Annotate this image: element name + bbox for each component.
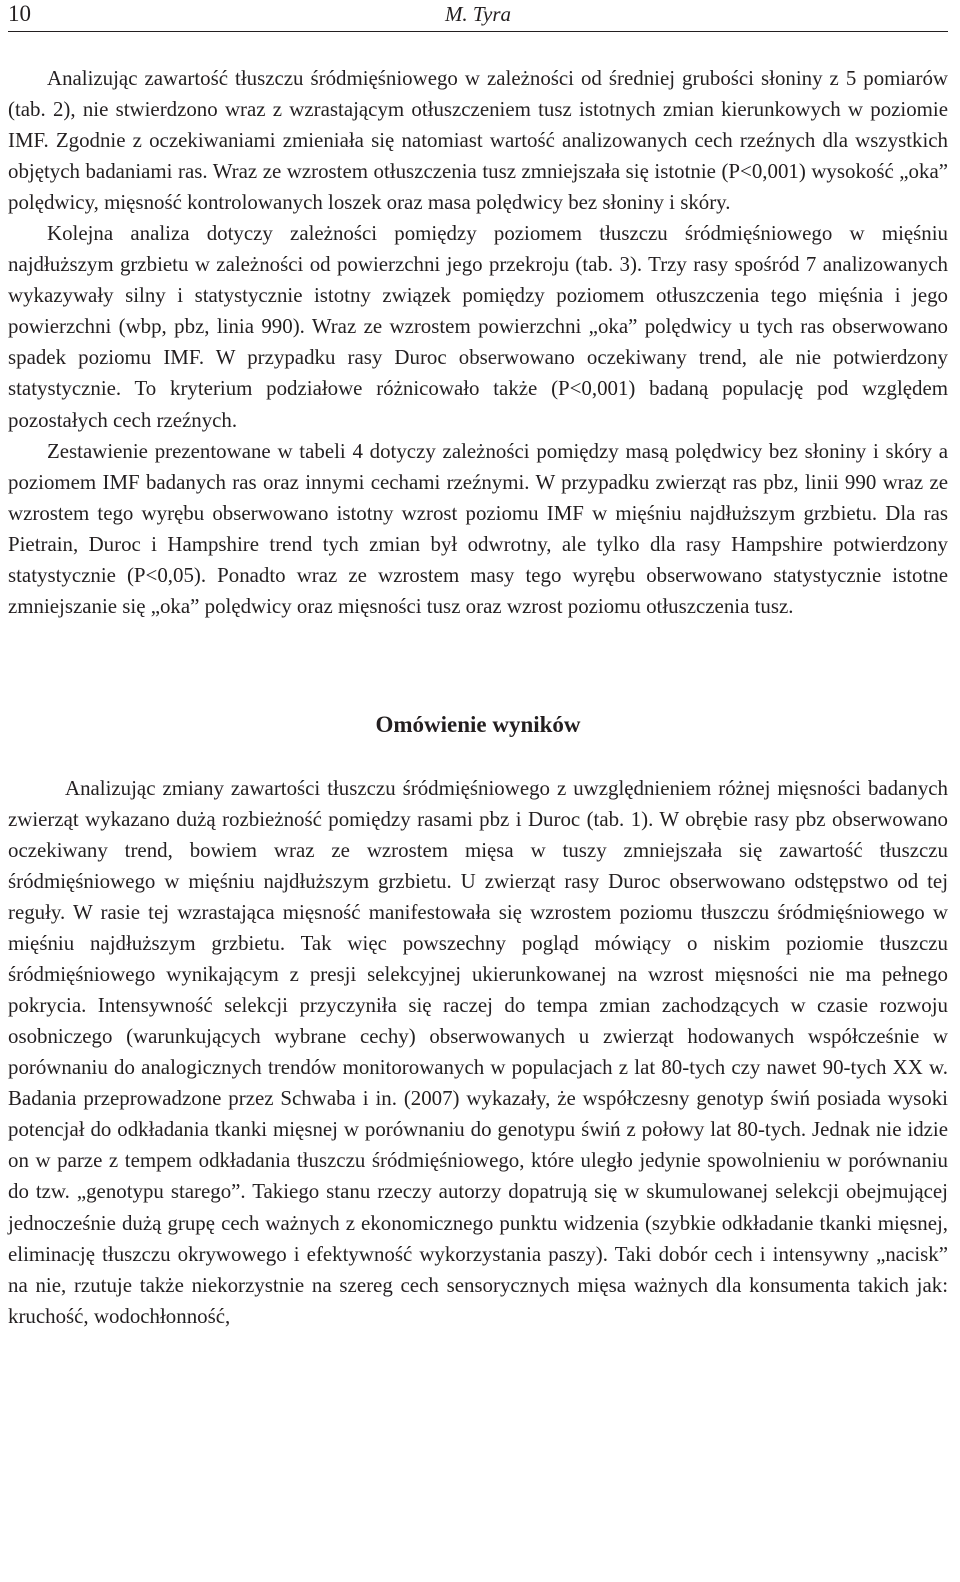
discussion-section [8,773,948,1332]
paragraph: Kolejna analiza dotyczy zależności pomiędzy poziomem tłuszczu śródmięśniowego w mięśniu najdłuższym grzbietu w zależności od powierzchni jego przekroju (tab. 3). Trzy rasy spośród 7 analizowanych wykazywały silny i statystycznie istotny związek pomiędzy poziomem otłuszczenia tego mięśnia i jego powierzchni (wbp, pbz, linia 990). Wraz ze wzrostem powierzchni „oka” polędwicy u tych ras obserwowano spadek poziomu IMF. W przypadku rasy Duroc obserwowano oczekiwany trend, ale nie potwierdzony statystycznie. To kryterium podziałowe różnicowało także (P<0,001) badaną populację pod względem pozostałych cech rzeźnych. [8,221,948,432]
page [8,0,948,1332]
page-number: 10 [8,1,31,26]
paragraph: Analizując zawartość tłuszczu śródmięśniowego w zależności od średniej grubości słoniny z 5 pomiarów (tab. 2), nie stwierdzono wraz z wzrastającym otłuszczeniem tusz istotnych zmian kierunkowych w poziomie IMF. Zgodnie z oczekiwaniami zmieniała się natomiast wartość analizowanych cech rzeźnych dla wszystkich objętych badaniami ras. Wraz ze wzrostem otłuszczenia tusz zmniejszała się istotnie (P<0,001) wysokość „oka” polędwicy, mięsność kontrolowanych loszek oraz masa polędwicy bez słoniny i skóry. [8,66,948,215]
running-title: M. Tyra [444,2,512,26]
results-section [8,63,948,622]
paragraph: Analizując zmiany zawartości tłuszczu śródmięśniowego z uwzględnieniem różnej mięsności badanych zwierząt wykazano dużą rozbieżność pomiędzy rasami pbz i Duroc (tab. 1). W obrębie rasy pbz obserwowano oczekiwany trend, bowiem wraz ze wzrostem mięsa w tuszy zmniejszała się zawartość tłuszczu śródmięśniowego w mięśniu najdłuższym grzbietu. U zwierząt rasy Duroc obserwowano odstępstwo od tej reguły. W rasie tej wzrastająca mięsność manifestowała się wzrostem poziomu tłuszczu śródmięśniowego w mięśniu najdłuższym grzbietu. Tak więc powszechny pogląd mówiący o niskim poziomie tłuszczu śródmięśniowego wynikającym z presji selekcyjnej ukierunkowanej na wzrost mięsności nie ma pełnego pokrycia. Intensywność selekcji przyczyniła się raczej do tempa zmian zachodzących w czasie rozwoju osobniczego (warunkujących wybrane cechy) obserwowanych u zwierząt hodowanych współcześnie w porównaniu do analogicznych trendów monitorowanych w populacjach z lat 80-tych czy nawet 90-tych XX w. Badania przeprowadzone przez Schwaba i in. (2007) wykazały, że współczesny genotyp świń posiada wysoki potencjał do odkładania tkanki mięsnej w porównaniu do genotypu świń z połowy lat 80-tych. Jednak nie idzie on w parze z tempem odkładania tłuszczu śródmięśniowego, które uległo jedynie spowolnieniu w porównaniu do tzw. „genotypu starego”. Takiego stanu rzeczy autorzy dopatrują się w skumulowanej selekcji obejmującej jednocześnie dużą grupę cech ważnych z ekonomicznego punktu widzenia (szybkie odkładanie tkanki mięsnej, eliminację tłuszczu okrywowego i efektywność wykorzystania paszy). Taki dobór cech i intensywny „nacisk” na nie, rzutuje także niekorzystnie na szereg cech sensorycznych mięsa ważnych dla konsumenta takich jak: kruchość, wodochłonność, [8,775,948,1328]
paragraph: Zestawienie prezentowane w tabeli 4 dotyczy zależności pomiędzy masą polędwicy bez słoniny i skóry a poziomem IMF badanych ras oraz innymi cechami rzeźnymi. W przypadku zwierząt ras pbz, linii 990 wraz ze wzrostem tego wyrębu obserwowano istotny wzrost poziomu IMF w mięśniu najdłuższym grzbietu. Dla ras Pietrain, Duroc i Hampshire trend tych zmian był odwrotny, ale tylko dla rasy Hampshire potwierdzony statystycznie (P<0,05). Ponadto wraz ze wzrostem masy tego wyrębu obserwowano statystycznie istotne zmniejszanie się „oka” polędwicy oraz mięsności tusz oraz wzrost poziomu otłuszczenia tusz. [8,438,948,618]
section-heading: Omówienie wyników [375,711,581,737]
running-header [8,0,948,32]
